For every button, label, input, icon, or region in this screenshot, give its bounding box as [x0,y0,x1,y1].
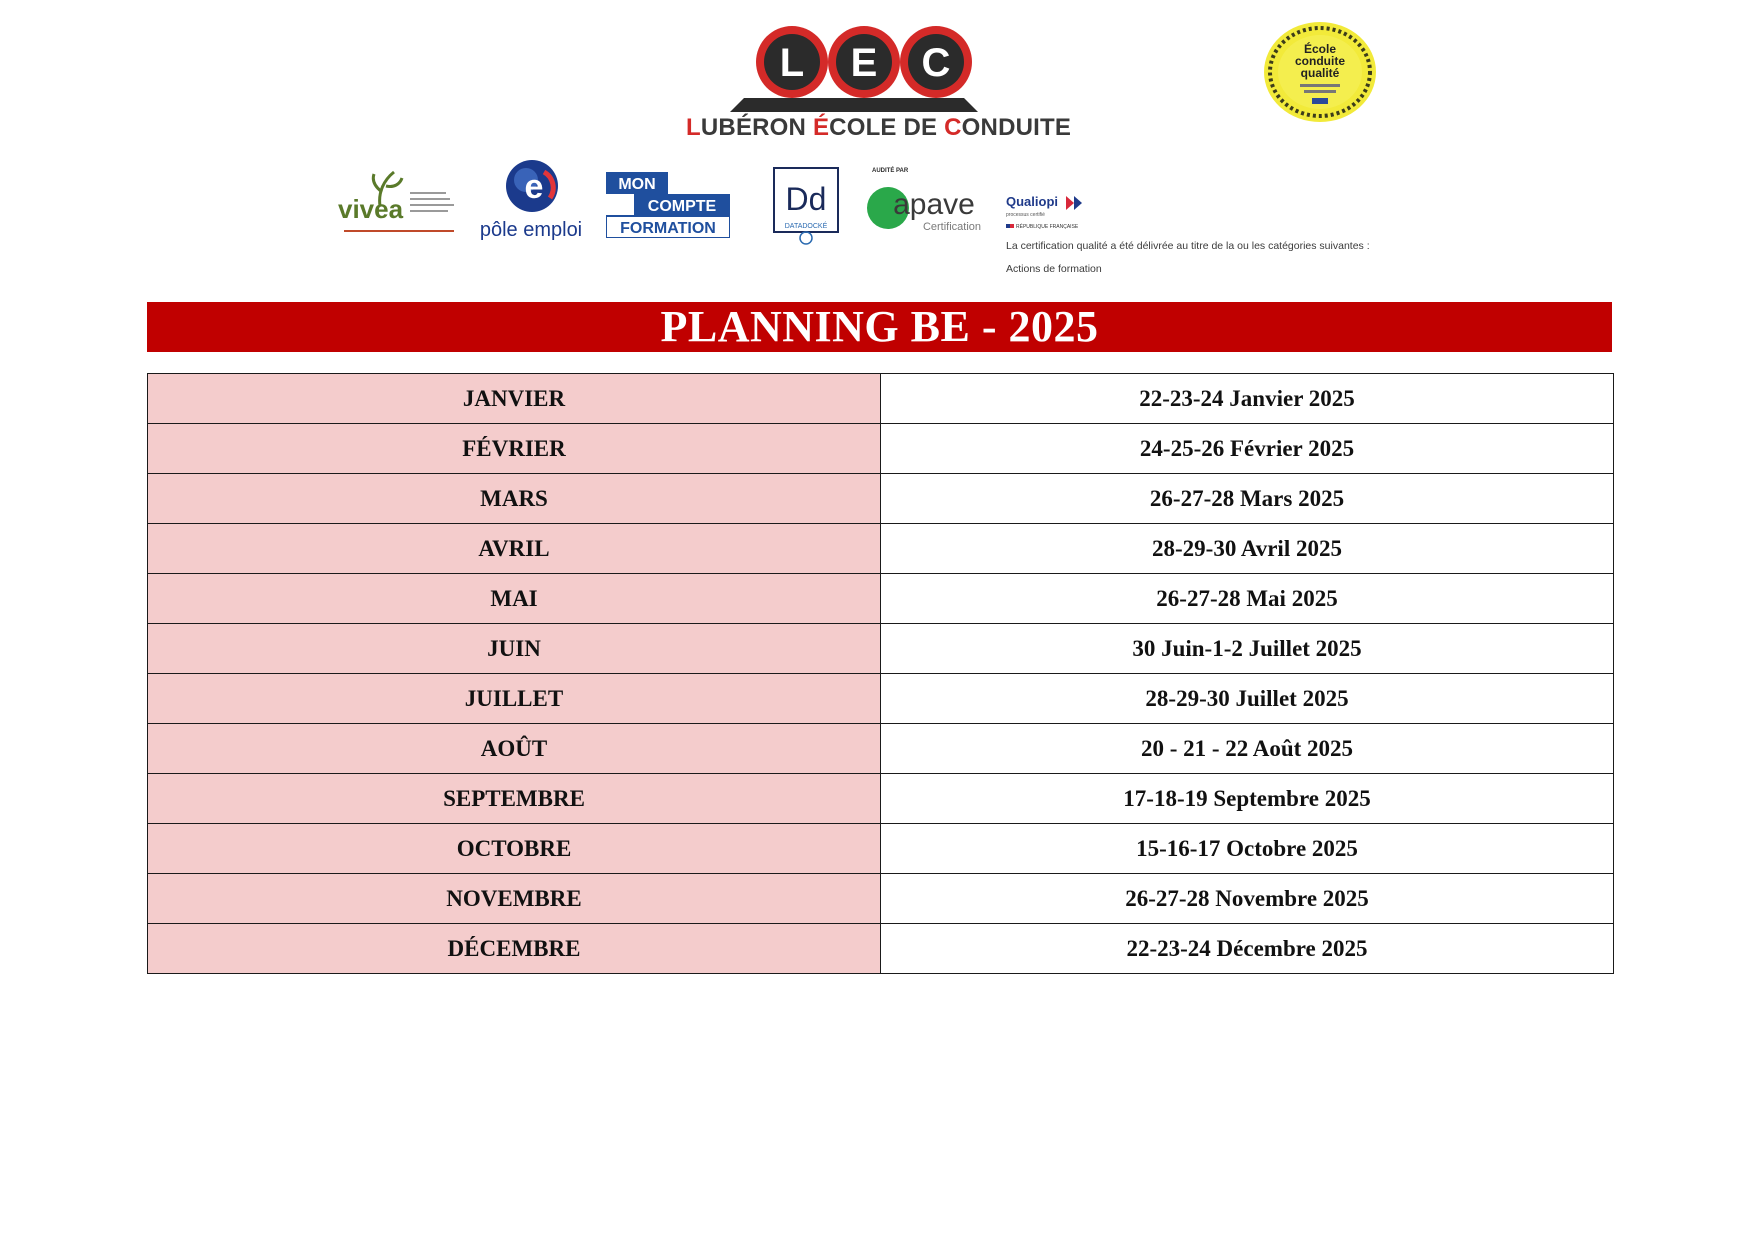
table-row [148,874,1614,924]
school-name-part: UBÉRON [700,114,813,141]
month-cell: MAI [148,574,881,624]
table-row [148,724,1614,774]
lec-letter-l: L [779,41,805,85]
title-banner [147,302,1612,352]
table-row [148,774,1614,824]
qualiopi-sub-text: processus certifié [1006,212,1045,218]
dates-cell: 26-27-28 Mars 2025 [881,474,1614,524]
dates-cell: 22-23-24 Décembre 2025 [881,924,1614,974]
apave-sub-text: Certification [922,221,982,233]
page-title: PLANNING BE - 2025 [660,302,1099,351]
month-cell: SEPTEMBRE [148,774,881,824]
vivea-text: vivea [338,194,404,224]
apave-text: apave [893,188,975,221]
school-name-part: C [944,114,962,141]
mcf-line-1: MON [618,176,656,193]
table-row [148,524,1614,574]
pole-emploi-logo [478,158,584,246]
month-cell: MARS [148,474,881,524]
mcf-line-3: FORMATION [620,220,716,237]
school-name-part: L [686,114,701,141]
datadocke-logo [772,162,846,248]
republique-text: RÉPUBLIQUE FRANÇAISE [1016,224,1079,230]
dates-cell: 30 Juin-1-2 Juillet 2025 [881,624,1614,674]
planning-table-body [148,374,1614,974]
certification-category: Actions de formation [1006,263,1102,275]
table-row [148,924,1614,974]
table-row [148,674,1614,724]
apave-audit-text: AUDITÉ PAR [872,168,909,174]
dates-cell: 22-23-24 Janvier 2025 [881,374,1614,424]
dates-cell: 26-27-28 Mai 2025 [881,574,1614,624]
month-cell: FÉVRIER [148,424,881,474]
dates-cell: 20 - 21 - 22 Août 2025 [881,724,1614,774]
seal-line-1: École [1303,42,1337,56]
qualiopi-text: Qualiopi [1006,194,1058,209]
quality-seal-logo [1262,20,1378,124]
school-name-part: É [812,114,830,141]
certification-note: La certification qualité a été délivrée au titre de la ou les catégories suivantes : [1006,240,1370,252]
svg-text:Dd: Dd [785,181,827,217]
qualiopi-logo [1004,192,1108,238]
school-name [686,114,1072,142]
dates-cell: 24-25-26 Février 2025 [881,424,1614,474]
dates-cell: 15-16-17 Octobre 2025 [881,824,1614,874]
vivea-logo [338,162,478,242]
seal-line-3: qualité [1300,66,1340,80]
pole-emploi-text: pôle emploi [479,219,583,241]
dates-cell: 28-29-30 Juillet 2025 [881,674,1614,724]
month-cell: OCTOBRE [148,824,881,874]
lec-letter-e: E [850,41,878,85]
datadocke-text: DATADOCKÉ [784,223,828,230]
lec-letter-c: C [921,41,951,85]
table-row [148,374,1614,424]
month-cell: DÉCEMBRE [148,924,881,974]
dates-cell: 28-29-30 Avril 2025 [881,524,1614,574]
dates-cell: 26-27-28 Novembre 2025 [881,874,1614,924]
month-cell: AVRIL [148,524,881,574]
school-name-part: ONDUITE [961,114,1072,141]
table-row [148,424,1614,474]
table-row [148,824,1614,874]
planning-table [147,373,1614,974]
dates-cell: 17-18-19 Septembre 2025 [881,774,1614,824]
month-cell: JANVIER [148,374,881,424]
table-row [148,624,1614,674]
school-name-part: COLE DE [829,114,945,141]
month-cell: NOVEMBRE [148,874,881,924]
month-cell: AOÛT [148,724,881,774]
apave-logo [864,164,994,236]
seal-line-2: conduite [1295,54,1345,68]
svg-text:e: e [524,168,544,206]
month-cell: JUILLET [148,674,881,724]
mon-compte-formation-logo [606,172,730,238]
month-cell: JUIN [148,624,881,674]
table-row [148,574,1614,624]
table-row [148,474,1614,524]
mcf-line-2: COMPTE [647,198,717,215]
